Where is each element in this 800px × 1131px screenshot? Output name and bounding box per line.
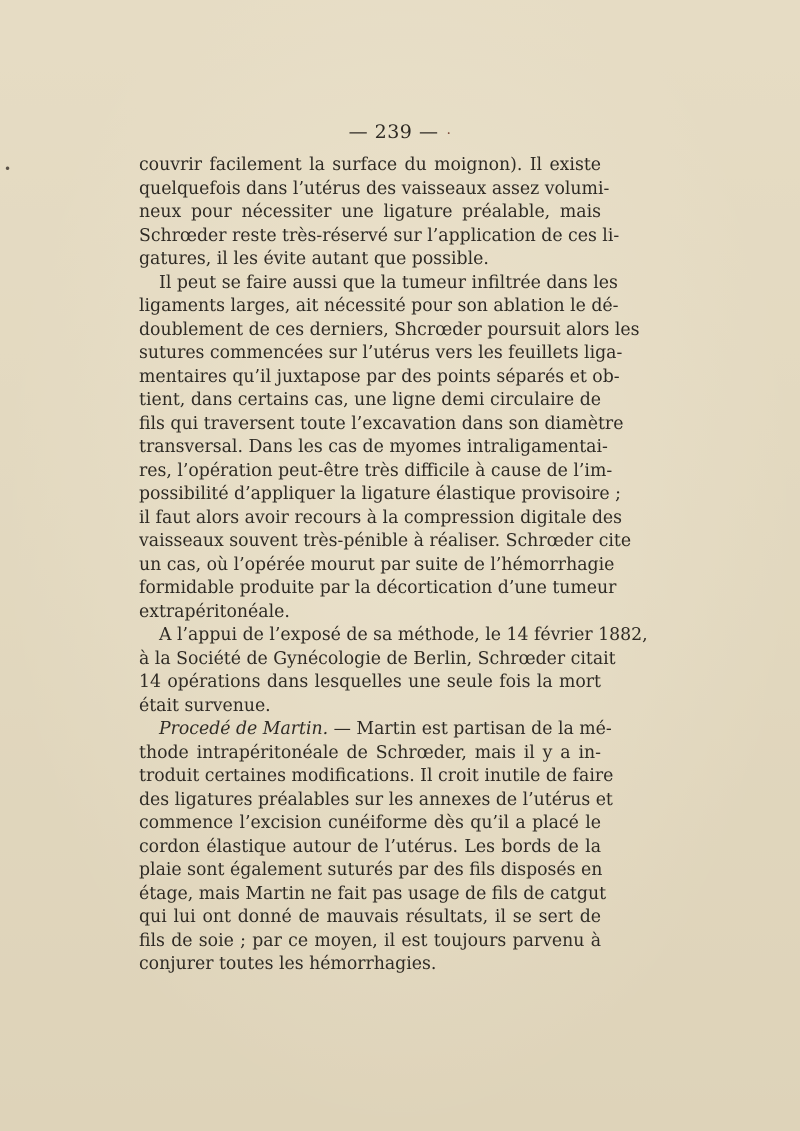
text-line: A l’appui de l’exposé de sa méthode, le 14 février 1882,	[159, 625, 648, 645]
text-line: gatures, il les évite autant que possible.	[139, 249, 489, 269]
text-line: extrapéritonéale.	[139, 601, 290, 622]
text-line: transversal. Dans les cas de myomes intraligamentai-	[139, 437, 608, 457]
text-line: Il peut se faire aussi que la tumeur infiltrée dans les	[159, 272, 618, 293]
text-line: fils de soie ; par ce moyen, il est toujours parvenu à	[139, 930, 601, 951]
text-line: Schrœder reste très-réservé sur l’application de ces li-	[139, 225, 620, 246]
text-line: des ligatures préalables sur les annexes de l’utérus et	[139, 789, 613, 810]
page-header	[0, 121, 800, 143]
text-line: thode intrapéritonéale de Schrœder, mais il y a in-	[139, 742, 601, 763]
line-text: — Martin est partisan de la mé-	[328, 719, 612, 739]
text-line: était survenue.	[139, 695, 271, 716]
text-line: ligaments larges, ait nécessité pour son ablation le dé-	[139, 296, 619, 316]
text-line: sutures commencées sur l’utérus vers les feuillets liga-	[139, 343, 623, 363]
text-line: mentaires qu’il juxtapose par des points séparés et ob-	[139, 366, 620, 387]
text-line: doublement de ces derniers, Shcrœder poursuit alors les	[139, 319, 640, 340]
text-line: qui lui ont donné de mauvais résultats, il se sert de	[139, 907, 601, 927]
section-heading: Procedé de Martin.	[159, 719, 329, 739]
text-line: 14 opérations dans lesquelles une seule fois la mort	[139, 672, 601, 692]
text-line: vaisseaux souvent très-pénible à réaliser. Schrœder cite	[139, 531, 632, 551]
text-line: troduit certaines modifications. Il croit inutile de faire	[139, 766, 614, 786]
text-line: fils qui traversent toute l’excavation dans son diamètre	[139, 413, 624, 434]
text-line: cordon élastique autour de l’utérus. Les bords de la	[139, 836, 601, 857]
text-line: possibilité d’appliquer la ligature élastique provisoire ;	[139, 484, 621, 504]
page-dot: ·	[446, 126, 452, 142]
text-line: commence l’excision cunéiforme dès qu’il a placé le	[139, 813, 601, 833]
text-line: à la Société de Gynécologie de Berlin, Schrœder citait	[139, 648, 616, 669]
text-line: neux pour nécessiter une ligature préalable, mais	[139, 202, 601, 222]
text-line: plaie sont également suturés par des fils disposés en	[139, 860, 603, 880]
text-line: quelquefois dans l’utérus des vaisseaux assez volumi-	[139, 178, 610, 199]
margin-mark: •	[4, 162, 12, 176]
text-line: couvrir facilement la surface du moignon). Il existe	[139, 155, 601, 175]
page-number: — 239 —	[348, 121, 439, 143]
text-line: tient, dans certains cas, une ligne demi circulaire de	[139, 390, 601, 410]
body-text	[139, 154, 648, 977]
text-line: formidable produite par la décortication d’une tumeur	[139, 578, 617, 598]
text-line: il faut alors avoir recours à la compression digitale des	[139, 507, 623, 528]
text-line: res, l’opération peut-être très difficile à cause de l’im-	[139, 460, 613, 481]
text-line: un cas, où l’opérée mourut par suite de l’hémorrhagie	[139, 554, 615, 575]
text-line: étage, mais Martin ne fait pas usage de fils de catgut	[139, 883, 607, 904]
text-line	[139, 718, 612, 742]
text-line: conjurer toutes les hémorrhagies.	[139, 954, 437, 974]
